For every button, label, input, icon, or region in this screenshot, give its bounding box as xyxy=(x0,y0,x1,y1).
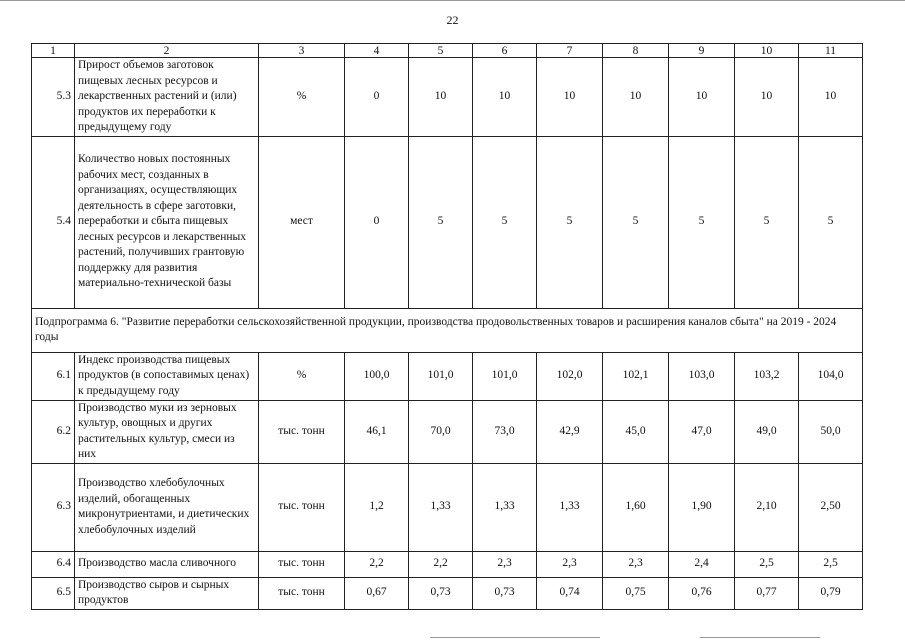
row-number: 6.5 xyxy=(32,577,75,609)
table-row xyxy=(32,577,863,609)
value-cell: 103,2 xyxy=(735,352,799,400)
unit-cell: % xyxy=(259,352,345,400)
header-row xyxy=(32,44,863,58)
value-cell: 102,1 xyxy=(603,352,669,400)
table-row xyxy=(32,136,863,308)
header-cell: 5 xyxy=(409,44,473,58)
value-cell: 2,5 xyxy=(799,551,863,577)
value-cell: 104,0 xyxy=(799,352,863,400)
value-cell: 2,3 xyxy=(603,551,669,577)
indicator-name: Количество новых постоянных рабочих мест, созданных в организациях, осуществляющих деятельность в сфере заготовки, переработки и сбыта пищевых лесных ресурсов и лекарственных растений, получивших грантовую поддержку для развития материально-технической базы xyxy=(75,136,259,308)
value-cell: 10 xyxy=(603,58,669,137)
value-cell: 70,0 xyxy=(409,400,473,463)
value-cell: 0,74 xyxy=(537,577,603,609)
value-cell: 47,0 xyxy=(669,400,735,463)
unit-cell: тыс. тонн xyxy=(259,400,345,463)
value-cell: 1,33 xyxy=(473,463,537,551)
bottom-scan-edge xyxy=(700,637,820,638)
value-cell: 50,0 xyxy=(799,400,863,463)
value-cell: 0,67 xyxy=(345,577,409,609)
table-body xyxy=(32,44,863,610)
unit-cell: тыс. тонн xyxy=(259,463,345,551)
header-cell: 9 xyxy=(669,44,735,58)
value-cell: 46,1 xyxy=(345,400,409,463)
value-cell: 49,0 xyxy=(735,400,799,463)
value-cell: 101,0 xyxy=(409,352,473,400)
value-cell: 5 xyxy=(473,136,537,308)
value-cell: 2,3 xyxy=(473,551,537,577)
row-number: 6.4 xyxy=(32,551,75,577)
value-cell: 2,3 xyxy=(537,551,603,577)
header-cell: 11 xyxy=(799,44,863,58)
value-cell: 103,0 xyxy=(669,352,735,400)
row-number: 6.3 xyxy=(32,463,75,551)
value-cell: 102,0 xyxy=(537,352,603,400)
value-cell: 10 xyxy=(473,58,537,137)
row-number: 5.4 xyxy=(32,136,75,308)
value-cell: 0 xyxy=(345,58,409,137)
value-cell: 5 xyxy=(735,136,799,308)
header-cell: 2 xyxy=(75,44,259,58)
indicator-name: Производство сыров и сырных продуктов xyxy=(75,577,259,609)
value-cell: 2,5 xyxy=(735,551,799,577)
value-cell: 5 xyxy=(409,136,473,308)
indicator-table xyxy=(31,43,863,610)
header-cell: 10 xyxy=(735,44,799,58)
value-cell: 10 xyxy=(735,58,799,137)
value-cell: 10 xyxy=(409,58,473,137)
indicator-name: Производство масла сливочного xyxy=(75,551,259,577)
unit-cell: тыс. тонн xyxy=(259,551,345,577)
value-cell: 0,76 xyxy=(669,577,735,609)
table-row xyxy=(32,551,863,577)
unit-cell: % xyxy=(259,58,345,137)
value-cell: 2,2 xyxy=(345,551,409,577)
value-cell: 10 xyxy=(669,58,735,137)
value-cell: 0,73 xyxy=(473,577,537,609)
value-cell: 2,2 xyxy=(409,551,473,577)
row-number: 6.2 xyxy=(32,400,75,463)
value-cell: 5 xyxy=(603,136,669,308)
table-row xyxy=(32,352,863,400)
value-cell: 5 xyxy=(669,136,735,308)
value-cell: 1,33 xyxy=(409,463,473,551)
header-cell: 7 xyxy=(537,44,603,58)
value-cell: 0,75 xyxy=(603,577,669,609)
subprogram-title: Подпрограмма 6. "Развитие переработки сельскохозяйственной продукции, производства продовольственных товаров и расширения каналов сбыта" на 2019 - 2024 годы xyxy=(32,308,863,352)
indicator-name: Индекс производства пищевых продуктов (в сопоставимых ценах) к предыдущему году xyxy=(75,352,259,400)
value-cell: 1,60 xyxy=(603,463,669,551)
value-cell: 5 xyxy=(799,136,863,308)
header-cell: 4 xyxy=(345,44,409,58)
value-cell: 0,77 xyxy=(735,577,799,609)
value-cell: 45,0 xyxy=(603,400,669,463)
bottom-scan-edge xyxy=(430,637,600,638)
header-cell: 3 xyxy=(259,44,345,58)
page-number: 22 xyxy=(446,13,459,27)
table-row xyxy=(32,400,863,463)
value-cell: 1,90 xyxy=(669,463,735,551)
indicator-name: Производство хлебобулочных изделий, обогащенных микронутриентами, и диетических хлебобулочных изделий xyxy=(75,463,259,551)
indicator-name: Прирост объемов заготовок пищевых лесных ресурсов и лекарственных растений и (или) продуктов их переработки к предыдущему году xyxy=(75,58,259,137)
value-cell: 100,0 xyxy=(345,352,409,400)
value-cell: 10 xyxy=(799,58,863,137)
table-row xyxy=(32,463,863,551)
table-row xyxy=(32,58,863,137)
value-cell: 1,33 xyxy=(537,463,603,551)
value-cell: 0,79 xyxy=(799,577,863,609)
top-scan-edge xyxy=(0,0,905,1)
indicator-name: Производство муки из зерновых культур, овощных и других растительных культур, смеси из них xyxy=(75,400,259,463)
value-cell: 0 xyxy=(345,136,409,308)
value-cell: 0,73 xyxy=(409,577,473,609)
value-cell: 2,10 xyxy=(735,463,799,551)
unit-cell: мест xyxy=(259,136,345,308)
value-cell: 101,0 xyxy=(473,352,537,400)
subprogram-row xyxy=(32,308,863,352)
row-number: 5.3 xyxy=(32,58,75,137)
value-cell: 2,4 xyxy=(669,551,735,577)
value-cell: 10 xyxy=(537,58,603,137)
header-cell: 8 xyxy=(603,44,669,58)
value-cell: 5 xyxy=(537,136,603,308)
header-cell: 1 xyxy=(32,44,75,58)
unit-cell: тыс. тонн xyxy=(259,577,345,609)
row-number: 6.1 xyxy=(32,352,75,400)
value-cell: 1,2 xyxy=(345,463,409,551)
value-cell: 73,0 xyxy=(473,400,537,463)
header-cell: 6 xyxy=(473,44,537,58)
value-cell: 42,9 xyxy=(537,400,603,463)
value-cell: 2,50 xyxy=(799,463,863,551)
